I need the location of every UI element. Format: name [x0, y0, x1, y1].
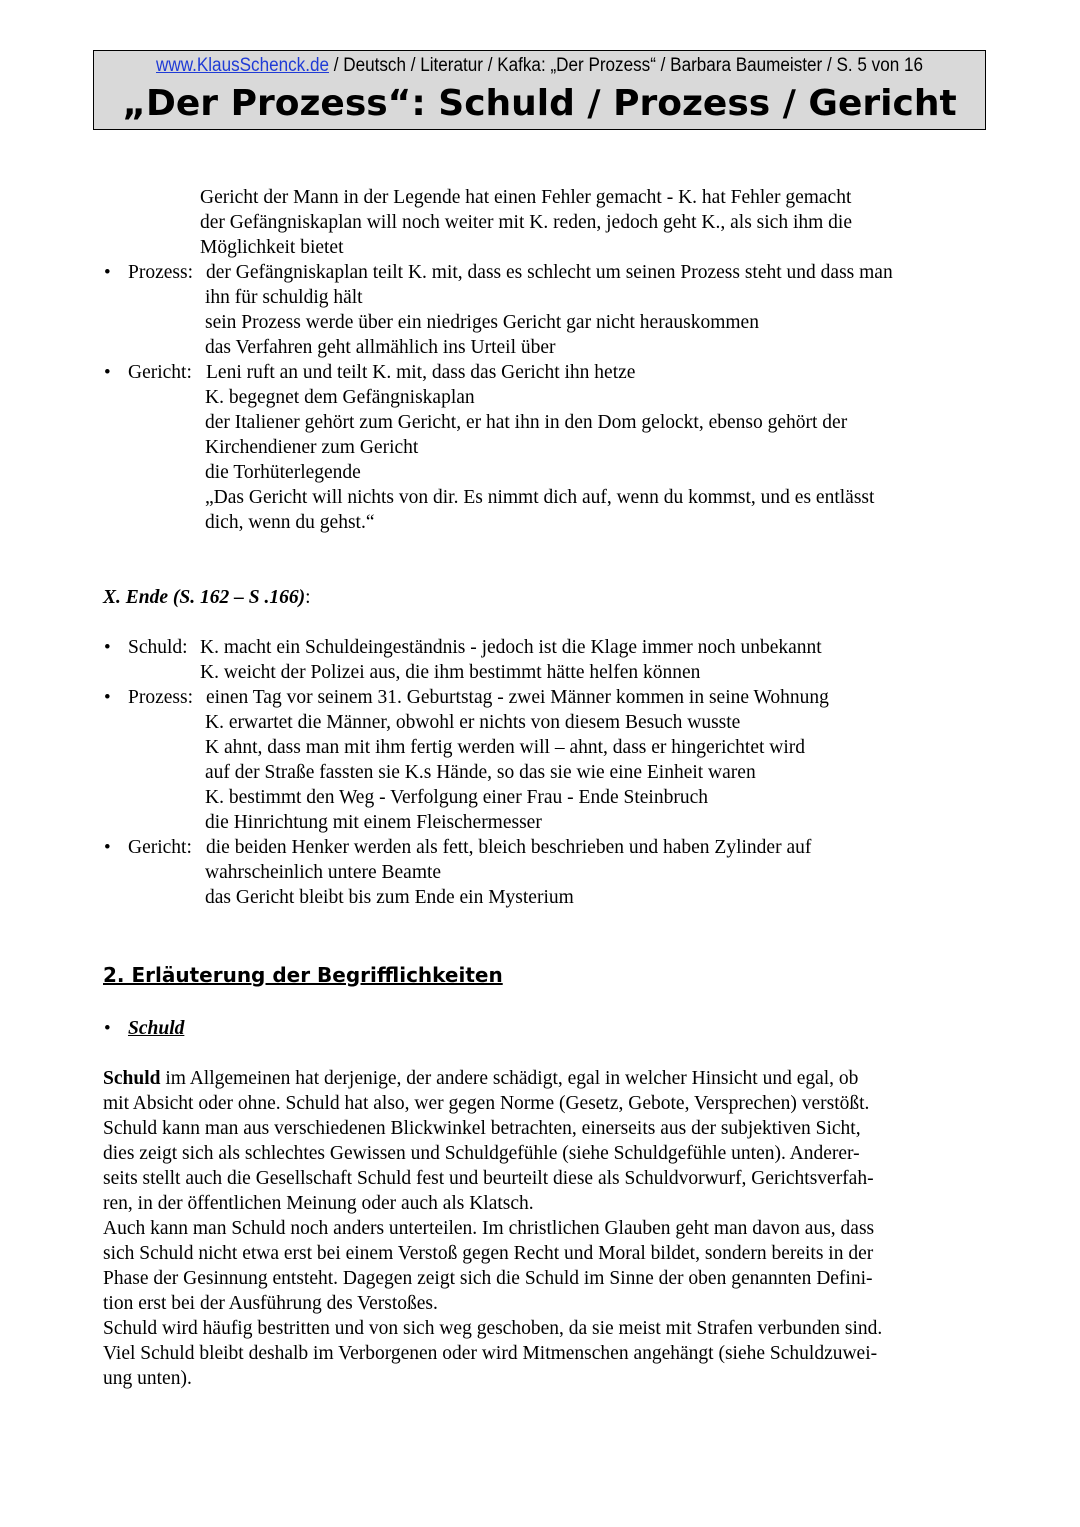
text-line: K ahnt, dass man mit ihm fertig werden will – ahnt, dass er hingerichtet wird [205, 737, 806, 758]
text-line: sein Prozess werde über ein niedriges Gericht gar nicht herauskommen [205, 312, 759, 333]
text-line: Schuld kann man aus verschiedenen Blickwinkel betrachten, einerseits aus der subjektiven Sicht, [103, 1118, 861, 1139]
text-line: „Das Gericht will nichts von dir. Es nimmt dich auf, wenn du kommst, und es entlässt [205, 487, 875, 508]
text-line: K. begegnet dem Gefängniskaplan [205, 387, 475, 408]
paragraph-first-line [103, 1066, 858, 1091]
text-line: tion erst bei der Ausführung des Verstoßes. [103, 1293, 438, 1314]
sub-heading-schuld-text: Schuld [128, 1018, 185, 1039]
text-line: Leni ruft an und teilt K. mit, dass das Gericht ihn hetze [206, 362, 636, 383]
text-line: die Hinrichtung mit einem Fleischermesser [205, 812, 542, 833]
text-line: K. bestimmt den Weg - Verfolgung einer Frau - Ende Steinbruch [205, 787, 708, 808]
label-prozess: Prozess: [128, 262, 193, 283]
text-line: ren, in der öffentlichen Meinung oder auch als Klatsch. [103, 1193, 534, 1214]
text-line: sich Schuld nicht etwa erst bei einem Verstoß gegen Recht und Moral bildet, sondern bereits in der [103, 1243, 874, 1264]
label-gericht: Gericht: [128, 837, 192, 858]
text-line: Möglichkeit bietet [200, 237, 344, 258]
term-bold: Schuld [103, 1068, 161, 1089]
text-line: Gericht der Mann in der Legende hat einen Fehler gemacht - K. hat Fehler gemacht [200, 187, 852, 208]
bullet-icon: • [104, 1018, 111, 1039]
text-line: Auch kann man Schuld noch anders unterteilen. Im christlichen Glauben geht man davon aus, dass [103, 1218, 875, 1239]
bullet-icon: • [104, 262, 111, 283]
text-line: der Gefängniskaplan will noch weiter mit K. reden, jedoch geht K., als sich ihm die [200, 212, 852, 233]
label-prozess: Prozess: [128, 687, 193, 708]
text-line: K. weicht der Polizei aus, die ihm bestimmt hätte helfen können [200, 662, 701, 683]
site-link[interactable]: www.KlausSchenck.de [156, 55, 329, 76]
text-line: Viel Schuld bleibt deshalb im Verborgenen oder wird Mitmenschen angehängt (siehe Schuldzuwei- [103, 1343, 878, 1364]
page-header [93, 50, 986, 130]
section-heading-2: 2. Erläuterung der Begrifflichkeiten [103, 963, 503, 987]
text-line: seits stellt auch die Gesellschaft Schuld fest und beurteilt diese als Schuldvorwurf, Gerichtsverfah- [103, 1168, 874, 1189]
section-heading-x [103, 585, 311, 610]
header-meta-text: / Deutsch / Literatur / Kafka: „Der Prozess“ / Barbara Baumeister / S. 5 von 16 [328, 55, 923, 76]
text-line: der Gefängniskaplan teilt K. mit, dass es schlecht um seinen Prozess steht und dass man [206, 262, 893, 283]
text-line: ung unten). [103, 1368, 192, 1389]
bullet-icon: • [104, 837, 111, 858]
section-heading-x-colon: : [305, 587, 311, 608]
section-heading-x-text: X. Ende (S. 162 – S .166) [103, 587, 306, 608]
text-line: im Allgemeinen hat derjenige, der andere schädigt, egal in welcher Hinsicht und egal, ob [160, 1068, 859, 1089]
text-line: die Torhüterlegende [205, 462, 361, 483]
text-line: einen Tag vor seinem 31. Geburtstag - zwei Männer kommen in seine Wohnung [206, 687, 829, 708]
text-line: die beiden Henker werden als fett, bleich beschrieben und haben Zylinder auf [206, 837, 812, 858]
label-gericht: Gericht: [128, 362, 192, 383]
bullet-icon: • [104, 687, 111, 708]
text-line: dies zeigt sich als schlechtes Gewissen und Schuldgefühle (siehe Schuldgefühle unten). Anderer- [103, 1143, 860, 1164]
text-line: K. macht ein Schuldeingeständnis - jedoch ist die Klage immer noch unbekannt [200, 637, 822, 658]
label-schuld: Schuld: [128, 637, 188, 658]
bullet-icon: • [104, 637, 111, 658]
text-line: mit Absicht oder ohne. Schuld hat also, wer gegen Norme (Gesetz, Gebote, Versprechen) verstößt. [103, 1093, 870, 1114]
text-line: wahrscheinlich untere Beamte [205, 862, 442, 883]
sub-heading-schuld [128, 1016, 184, 1041]
text-line: K. erwartet die Männer, obwohl er nichts von diesem Besuch wusste [205, 712, 741, 733]
bullet-icon: • [104, 362, 111, 383]
text-line: Phase der Gesinnung entsteht. Dagegen zeigt sich die Schuld im Sinne der oben genannten Defini- [103, 1268, 873, 1289]
text-line: das Gericht bleibt bis zum Ende ein Mysterium [205, 887, 574, 908]
text-line: dich, wenn du gehst.“ [205, 512, 375, 533]
text-line: ihn für schuldig hält [205, 287, 363, 308]
text-line: das Verfahren geht allmählich ins Urteil über [205, 337, 556, 358]
text-line: Kirchendiener zum Gericht [205, 437, 419, 458]
header-meta [139, 55, 941, 77]
page-title: „Der Prozess“: Schuld / Prozess / Gericht [122, 83, 957, 124]
text-line: der Italiener gehört zum Gericht, er hat ihn in den Dom gelockt, ebenso gehört der [205, 412, 848, 433]
text-line: auf der Straße fassten sie K.s Hände, so das sie wie eine Einheit waren [205, 762, 756, 783]
text-line: Schuld wird häufig bestritten und von sich weg geschoben, da sie meist mit Strafen verbunden sind. [103, 1318, 883, 1339]
